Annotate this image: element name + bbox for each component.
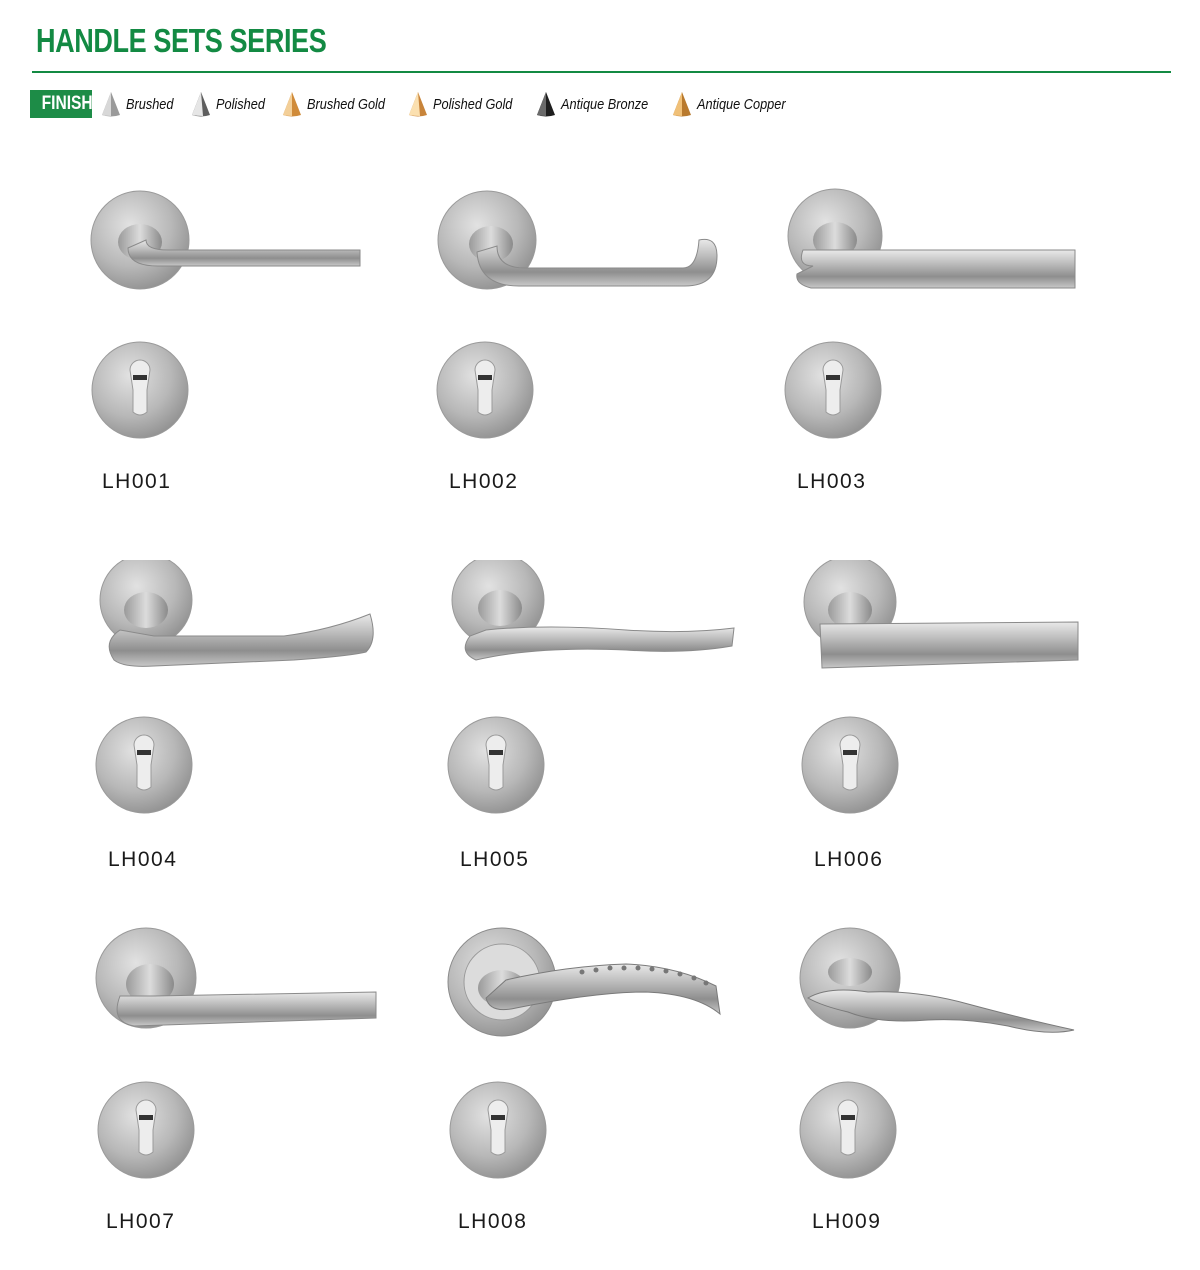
lever-handle-image (800, 560, 1090, 670)
product-code: LH004 (108, 848, 178, 871)
product-lh006 (800, 560, 1090, 880)
product-code: LH007 (106, 1210, 176, 1233)
product-lh007 (94, 926, 384, 1246)
product-code: LH001 (102, 470, 172, 493)
cone-antique-bronze-icon (535, 91, 557, 117)
finish-badge: FINISH (30, 90, 92, 118)
product-lh003 (783, 188, 1083, 498)
lever-handle-image (94, 560, 384, 670)
cone-antique-copper-icon (671, 91, 693, 117)
cone-brushed-gold-icon (281, 91, 303, 117)
lever-handle-image (435, 188, 725, 308)
finish-option-brushed-gold: Brushed Gold (281, 91, 399, 117)
product-code: LH006 (814, 848, 884, 871)
finish-option-polished-gold: Polished Gold (407, 91, 526, 117)
lever-handle-image (94, 926, 384, 1036)
lever-handle-image (783, 188, 1083, 298)
finish-option-antique-copper: Antique Copper (671, 91, 801, 117)
product-lh004 (94, 560, 384, 880)
product-code: LH008 (458, 1210, 528, 1233)
product-code: LH002 (449, 470, 519, 493)
finish-option-polished: Polished (190, 91, 274, 117)
escutcheon-image (446, 715, 546, 815)
lever-handle-image (798, 926, 1088, 1046)
product-lh002 (435, 188, 725, 498)
product-code: LH005 (460, 848, 530, 871)
product-lh009 (798, 926, 1088, 1246)
product-lh008 (446, 926, 736, 1246)
escutcheon-image (798, 1080, 898, 1180)
lever-handle-image (446, 560, 736, 670)
product-lh005 (446, 560, 736, 880)
lever-handle-image (88, 188, 378, 298)
lever-handle-image (446, 926, 736, 1046)
escutcheon-image (96, 1080, 196, 1180)
escutcheon-image (90, 340, 190, 440)
product-lh001 (88, 188, 378, 498)
cone-brushed-icon (100, 91, 122, 117)
escutcheon-image (783, 340, 883, 440)
escutcheon-image (800, 715, 900, 815)
title-divider (32, 71, 1171, 73)
product-code: LH003 (797, 470, 867, 493)
finish-option-antique-bronze: Antique Bronze (535, 91, 664, 117)
cone-polished-icon (190, 91, 212, 117)
escutcheon-image (435, 340, 535, 440)
escutcheon-image (448, 1080, 548, 1180)
escutcheon-image (94, 715, 194, 815)
product-code: LH009 (812, 1210, 882, 1233)
finish-option-brushed: Brushed (100, 91, 182, 117)
finish-legend (30, 89, 801, 119)
page-title: HANDLE SETS SERIES (36, 22, 327, 59)
cone-polished-gold-icon (407, 91, 429, 117)
